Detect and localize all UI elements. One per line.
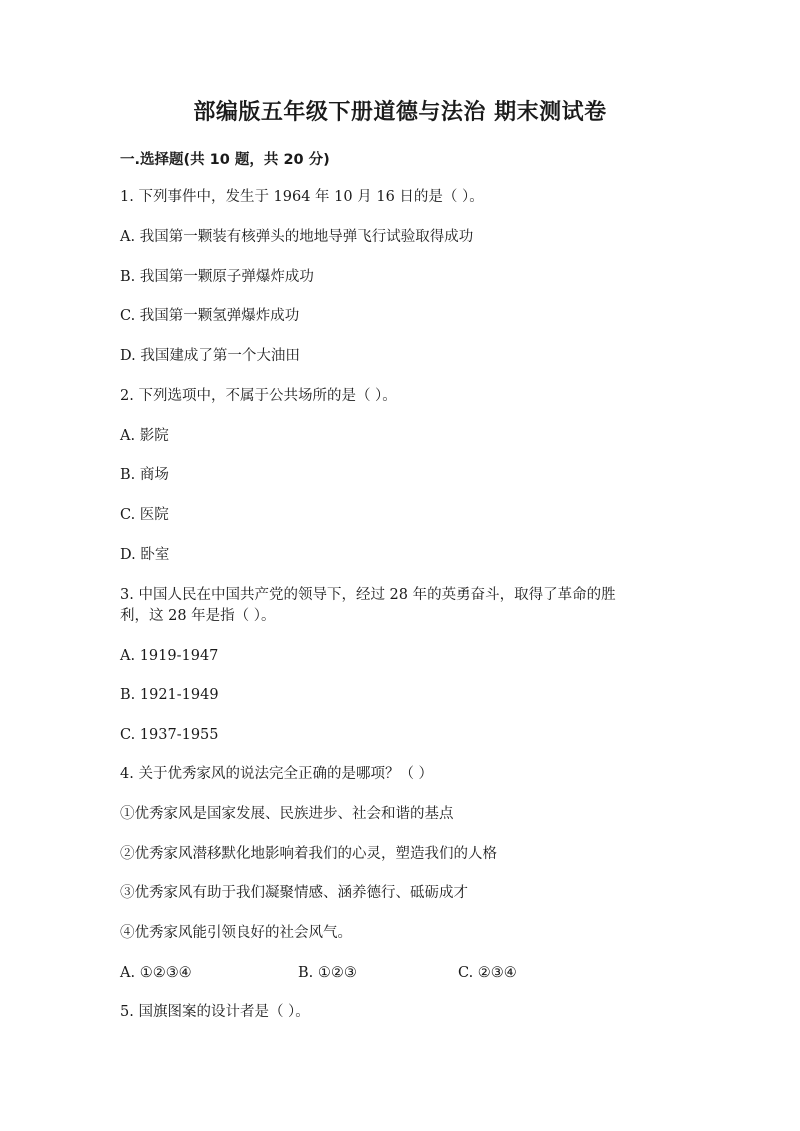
question-2-option-a: A. 影院 (120, 428, 169, 444)
question-4-statement-2: ②优秀家风潜移默化地影响着我们的心灵，塑造我们的人格 (120, 846, 497, 862)
question-3-option-b: B. 1921-1949 (120, 687, 219, 703)
section-heading: 一.选择题(共 10 题，共 20 分) (120, 152, 330, 168)
question-4-option-a: A. ①②③④ (120, 965, 192, 981)
question-2-option-b: B. 商场 (120, 467, 169, 483)
question-2-option-c: C. 医院 (120, 507, 169, 523)
question-1-stem: 1. 下列事件中，发生于 1964 年 10 月 16 日的是（ ）。 (120, 189, 484, 205)
question-3-option-a: A. 1919-1947 (120, 648, 219, 664)
question-4-statement-3: ③优秀家风有助于我们凝聚情感、涵养德行、砥砺成才 (120, 885, 468, 901)
question-1-option-a: A. 我国第一颗装有核弹头的地地导弹飞行试验取得成功 (120, 229, 474, 245)
question-4-option-b: B. ①②③ (298, 965, 357, 981)
question-1-option-b: B. 我国第一颗原子弹爆炸成功 (120, 269, 314, 285)
question-3-stem-line-1: 3. 中国人民在中国共产党的领导下，经过 28 年的英勇奋斗，取得了革命的胜 (120, 587, 616, 603)
question-4-statement-1: ①优秀家风是国家发展、民族进步、社会和谐的基点 (120, 806, 454, 822)
question-3-stem-line-2: 利，这 28 年是指（ ）。 (120, 608, 276, 624)
page-title: 部编版五年级下册道德与法治 期末测试卷 (193, 100, 607, 125)
question-4-option-c: C. ②③④ (458, 965, 517, 981)
question-3-option-c: C. 1937-1955 (120, 727, 219, 743)
question-2-stem: 2. 下列选项中，不属于公共场所的是（ ）。 (120, 388, 397, 404)
question-4-stem: 4. 关于优秀家风的说法完全正确的是哪项？（ ） (120, 766, 434, 782)
question-1-option-d: D. 我国建成了第一个大油田 (120, 348, 300, 364)
question-2-option-d: D. 卧室 (120, 547, 170, 563)
question-1-option-c: C. 我国第一颗氢弹爆炸成功 (120, 308, 300, 324)
question-5-stem: 5. 国旗图案的设计者是（ ）。 (120, 1004, 310, 1020)
question-4-statement-4: ④优秀家风能引领良好的社会风气。 (120, 925, 352, 941)
